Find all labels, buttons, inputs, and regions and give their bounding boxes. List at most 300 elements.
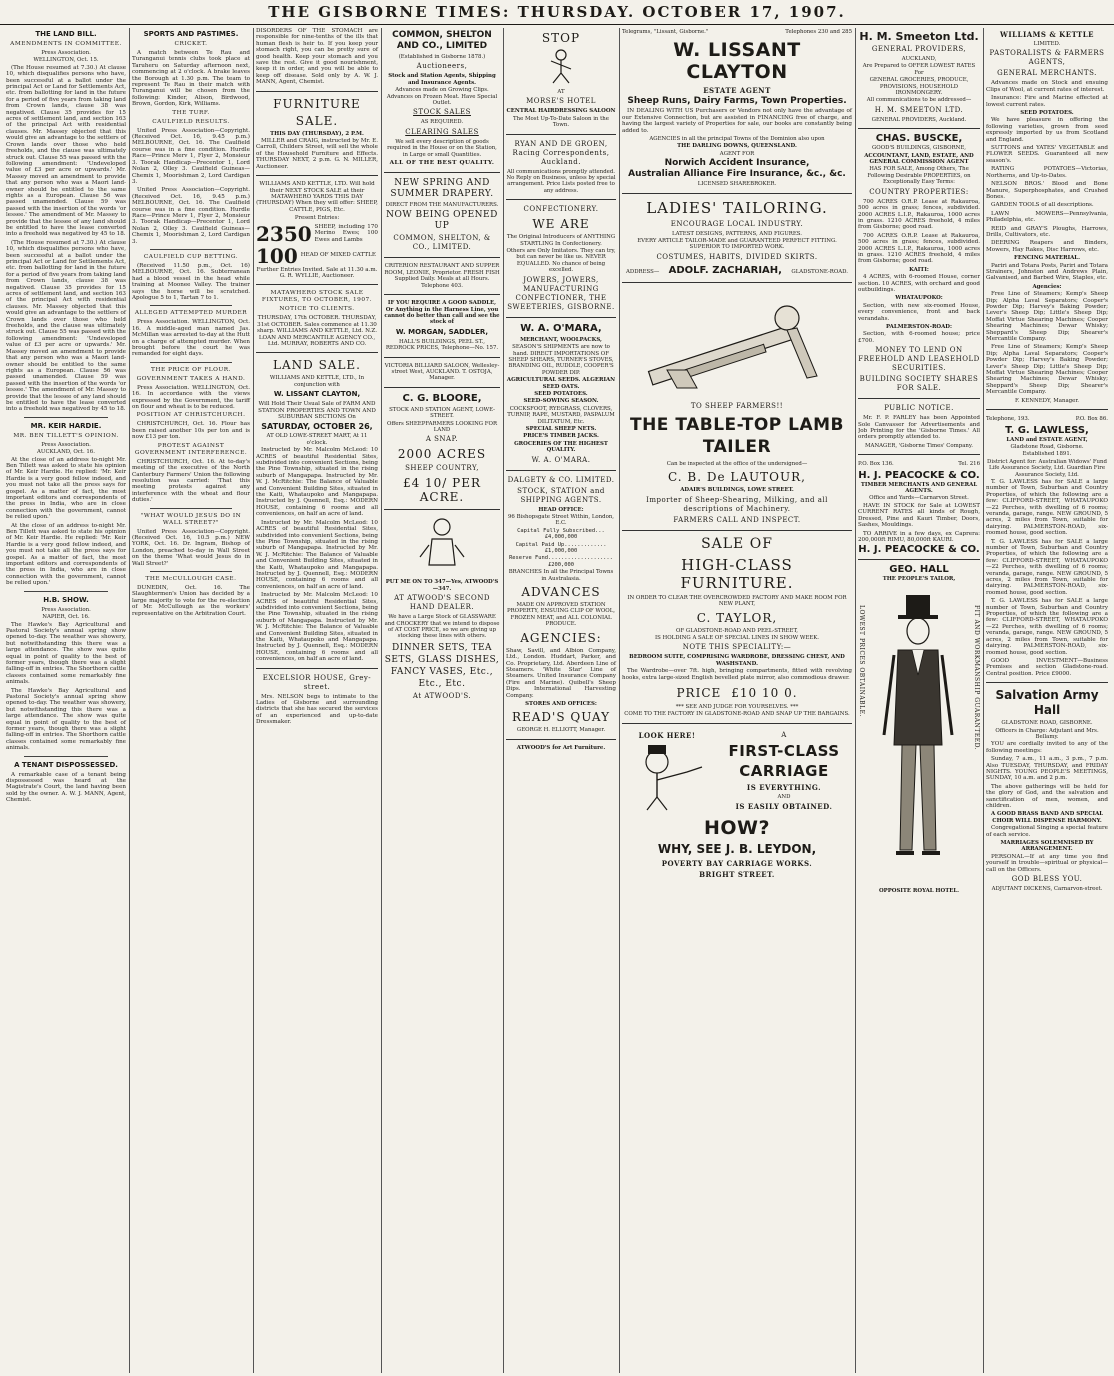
advert-heading: PALMERSTON-ROAD:: [886, 324, 952, 330]
advert-text: LAWN MOWERS—Pennsylvania, Philadelphia, etc.: [986, 210, 1108, 224]
advert-text: SEASON'S SHIPMENTS are now to hand. DIRECT IMPORTATIONS OF SHEEP SHEARS, TURNER'S STOVES, BRANDING OIL, RUDDLE, COOPER'S POWDER DIP.: [508, 344, 614, 376]
advert-heading: COMMON, SHELTON, & CO., LIMITED.: [393, 234, 491, 252]
advert-text: TO ARRIVE in a few days, ex Caprera: 200,000ft RIMU, 80,000ft KAURI.: [858, 530, 980, 543]
advert-heading: T. G. LAWLESS,: [1005, 424, 1089, 436]
advert-heading: HOW?: [703, 817, 771, 840]
entry-row: [256, 223, 378, 245]
advert-text: ADAIR'S BUILDINGS, LOWE STREET.: [680, 487, 794, 494]
entry-count: 2350: [256, 221, 312, 246]
advert-text: P.O. Box 86.: [1075, 416, 1108, 423]
divider: [858, 454, 980, 455]
advert-text: YOU are cordially invited to any of the following meetings:: [986, 741, 1108, 754]
advert-text: A GOOD BRASS BAND AND SPECIAL CHOIR WILL DISPENSE HARMONY.: [990, 811, 1104, 824]
advert-text: Instructed by Mr. Malcolm McLeod: 10 ACRES of beautiful Residential Sites, subdivided into convenient Sections, being the Pine Township, situated in the rising suburb of Mangapapa. Instructed by Mr. W. J. McRitchie: The Balance of Valuable and Convenient Building Sites, situated in the Kaiti, Whataupoko and Mangapapa. Instructed by J. Quennell, Esq.: MODERN HOUSE, containing 6 rooms and all conveniences, on half an acre of land.: [256, 519, 378, 590]
column-2: [132, 28, 254, 1373]
advert-text: AGENCIES in all the principal Towns of the Dominion also upon: [649, 136, 825, 143]
advert-text: GLADSTONE ROAD, GISBORNE.: [1001, 720, 1093, 727]
advert-text: MILLER and CRAIG, instructed by Mr. E. Carroll, Childers Street, will sell the whole of the Household Furniture and Effects. THURSDAY NEXT, 2 p.m. G. N. MILLER, Auctioneer.: [256, 138, 378, 170]
article-heading: MR. KEIR HARDIE.: [30, 421, 102, 430]
article-subheading: POSITION AT CHRISTCHURCH.: [136, 412, 246, 419]
advert-text: WILLIAMS AND KETTLE, LTD. Will hold their NEXT STOCK SALE at their MATAWHERO YARDS THIS DAY (THURSDAY) When they will offer: SHEEP, CATTLE, PIGS, Etc.: [256, 181, 378, 213]
advert-heading: GENERAL MERCHANTS.: [997, 69, 1097, 78]
advert-text: LICENSED SHAREBROKER.: [697, 181, 777, 188]
advert-text: The Original Introducers of ANYTHING STARTLING In Confectionery.: [506, 234, 616, 247]
article-subheading: PROTEST AGAINST GOVERNMENT INTERFERENCE.: [134, 442, 248, 456]
column-6: [622, 28, 856, 1373]
advert-text: Stock and Station Agents, Shipping and Insurance Agents.: [388, 73, 496, 86]
advert-text: Present Entries:: [294, 215, 340, 222]
advert-text: IN DEALING WITH US Purchasers or Vendors not only have the advantage of our Extensive Connection, but are assisted in FINANCING free of charge, and having the largest variety of Properties for sale, our books are constantly being added to.: [622, 108, 852, 134]
article-subheading: MR. BEN TILLETT'S OPINION.: [13, 432, 119, 439]
advert-text: LAND and ESTATE AGENT,: [1006, 436, 1088, 443]
advert-heading: CARRIAGE: [739, 761, 829, 780]
advert-text: MADE ON APPROVED STATION PROPERTY, ENSUING CLIP OF WOOL, FROZEN MEAT, and ALL COLONIAL PRODUCE.: [507, 602, 615, 628]
advert-text: We have pleasure in offering the following varieties, grown from seed expressly imported by us from Scotland and England.: [986, 117, 1108, 143]
entry-text: SHEEP, including 170 Merino Ewes; 100 Ewes and Lambs: [314, 223, 378, 243]
article-heading: SPORTS AND PASTIMES.: [143, 30, 239, 38]
advert-heading: W. MORGAN, SADDLER,: [395, 327, 489, 336]
advert-text: All communications promptly attended. No Reply on Business, unless by special arrangement. Price Lists posted free to any address.: [506, 168, 616, 194]
advert-heading: WE ARE: [532, 217, 590, 232]
credit: Press Association.: [41, 441, 91, 448]
advert-text: (Established in Gisborne 1878.): [398, 54, 486, 60]
article-subheading: CRICKET.: [174, 41, 208, 47]
advert-text: AGENT FOR: [719, 150, 755, 157]
advert-text: *** SEE AND JUDGE FOR YOURSELVES. ***: [675, 703, 799, 710]
advert-text: LATEST DESIGNS, PATTERNS, AND FIGURES.: [672, 230, 802, 237]
column-3: [256, 28, 382, 1373]
advert-text: T. G. LAWLESS has for SALE a large number of Town, Suburban and Country Properties, of which the following are a few: CLIFFORD-STREET, WHATAUPOKO—22 Perches, with dwelling of 6 rooms; veranda, garage, range. NEW GROUND, 5 acres, 2 miles from Town, suitable for dairying. PALMERSTON-ROAD, six-roomed house, good section.: [986, 478, 1108, 537]
divider: [384, 172, 500, 173]
advert-heading: MONEY TO LEND ON FREEHOLD AND LEASEHOLD SECURITIES.: [858, 346, 980, 373]
advert-text: AUCKLAND,: [901, 56, 937, 62]
advert-text: AGRICULTURAL SEEDS. ALGERIAN SEED OATS.: [506, 377, 616, 390]
article-body: At the close of an address to-night Mr. Ben Tillett was asked to state his opinion of Mr. Keir Hardie. He replied: 'Mr. Keir Hardie is a very good fellow indeed, and you must not take all the press says for gospel. As a matter of fact, the most important editors and correspondents of the press in India, who are in close connection with the government, cannot be relied upon.': [6, 522, 126, 587]
advert-text: Mrs. NELSON begs to intimate to the Ladies of Gisborne and surrounding districts that she has secured the services of an experienced and up-to-date Dressmaker.: [256, 693, 378, 726]
advert-text: AT OLD LOWE-STREET MART, At 11 o'clock.: [266, 433, 368, 446]
advert-text: T. G. LAWLESS has for SALE a large number of Town, Suburban and Country Properties, of which the following are a few: CLIFFORD-STREET, WHATAUPOKO—22 Perches, with dwelling of 6 rooms; veranda, garage, range. NEW GROUND, 5 acres, 2 miles from Town, suitable for dairying. PALMERSTON-ROAD, six-roomed house, good section.: [986, 598, 1108, 656]
advert-heading: EXCELSIOR HOUSE, Grey-street.: [262, 673, 372, 691]
article-heading: A TENANT DISPOSSESSED.: [14, 760, 118, 769]
advert-text: PRICE'S TIMBER JACKS.: [523, 433, 599, 440]
advert-heading: HIGH-CLASS FURNITURE.: [680, 555, 794, 592]
divider: [24, 591, 108, 592]
advert-heading: Sheep Runs, Dairy Farms, Town Properties.: [627, 96, 847, 107]
advert-heading: KAITI:: [909, 266, 929, 273]
divider: [150, 508, 232, 509]
running-man-icon: [541, 49, 581, 85]
advert-text: SEED-SOWING SEASON.: [523, 398, 599, 405]
advert-heading: TO SHEEP FARMERS!!: [690, 401, 784, 410]
advert-text: REID and GRAY'S Ploughs, Harrows, Drills, Cultivators, etc.: [986, 225, 1108, 238]
divider: [506, 199, 616, 200]
advert-heading: PASTORALISTS & FARMERS AGENTS,: [989, 49, 1105, 67]
article-body: United Press Association—Copyright. (Received Oct. 16, 9.45 p.m.) MELBOURNE, Oct. 16. The Caulfield course was in a fine condition. Hurdle Race—Prince Merv 1, Flyer 2, Monsieur 3. Toorak Handicap—Precentor 1, Lord Nolan 2, Olley 3. Caulfield Guineas—Chemix 1, Moorishman 2, Lord Cardigan 3.: [132, 127, 250, 185]
advert-heading: NOW BEING OPENED UP: [386, 210, 498, 232]
advert-text: EVERY ARTICLE TAILOR-MADE and GUARANTEED PERFECT FITTING. SUPERIOR TO IMPORTED WORK.: [637, 238, 837, 251]
advert-text: ADDRESS—: [626, 268, 660, 275]
divider: [384, 294, 500, 295]
advert-text: COCKSFOOT, RYEGRASS, CLOVERS, TURNIP, RAPE, MUSTARD, PASPALUM DILITATUM, Etc.: [507, 405, 615, 425]
masthead: THE GISBORNE TIMES: THURSDAY. OCTOBER 17, 1907.: [0, 0, 1114, 25]
article-body: (The House resumed at 7.30.) At clause 10, which disqualifies persons who have, been successful at a ballot under the principal Act or Land for Settlements Act, etc. from ballotting for land in the future for a period of five years from taking land from Crown lands, clause 38 was negatived. Clause 35 provides for 15 acres of settlement land, and section 163 of the principal Act with residential clauses. Mr. Massey objected that this would give an advantage to the settlers of Crown lands over those who held freeholds, and the clause was ultimately struck out. Clause 55 was passed with the following amendment: 'Undeveloped value of £3 per acre or upwards.' Mr. Massey moved an amendment to provide that any person who was a Maori land-owner should be entitled to the same rights as a European. Clause 56 was passed unamended. Clause 59 was passed with the insertion of the words 'or lessee.' The amendment of Mr. Massey to provide that the lessee of any land should be entitled to have the lease converted into a freehold was negatived by 45 to 18.: [6, 64, 126, 238]
advert-text: Instructed by Mr. Malcolm McLeod: 10 ACRES of beautiful Residential Sites, subdivided into convenient Sections, being the Pine Township, situated in the rising suburb of Mangapapa. Instructed by Mr. W. J. McRitchie: The Balance of Valuable and Convenient Building Sites, situated in the Kaiti, Whataupoko and Mangapapa. Instructed by J. Quennell, Esq.: MODERN HOUSE, containing 6 rooms and all conveniences, on half an acre of land.: [256, 447, 378, 518]
article-heading: THE LAND BILL.: [35, 30, 97, 38]
divider: [986, 409, 1108, 410]
advert-heading: MATAWHERO STOCK SALE FIXTURES, TO OCTOBER, 1907.: [261, 290, 373, 304]
divider: [150, 571, 232, 572]
article-body: (The House resumed at 7.30.) At clause 10, which disqualifies persons who have, been successful at a ballot under the principal Act or Land for Settlements Act, etc. from ballotting for land in the future for a period of five years from taking land from Crown lands, clause 38 was negatived. Clause 35 provides for 15 acres of settlement land, and section 163 of the principal Act with residential clauses. Mr. Massey objected that this would give an advantage to the settlers of Crown lands over those who held freeholds, and the clause was ultimately struck out. Clause 55 was passed with the following amendment: 'Undeveloped value of £3 per acre or upwards.' Mr. Massey moved an amendment to provide that any person who was a Maori land-owner should be entitled to the same rights as a European. Clause 56 was passed unamended. Clause 59 was passed with the insertion of the words 'or lessee.' The amendment of Mr. Massey to provide that the lessee of any land should be entitled to have the lease converted into a freehold was negatived by 45 to 18.: [6, 239, 126, 413]
advert-heading: CLEARING SALES: [405, 127, 479, 136]
divider: [256, 284, 378, 285]
advert-text: 700 ACRES O.R.P. Lease at Rakauroa, 500 acres in grass; fences, subdivided. 2000 ACRES L.I.P., Rakauroa, 1000 acres in grass. 1210 ACRES freehold, 4 miles from Gisborne; good road.: [858, 198, 980, 231]
advert-text: We sell every description of goods required in the House or on the Station, in Large or small Quantities.: [387, 138, 497, 158]
advert-heading: SEED POTATOES.: [1020, 110, 1074, 117]
credit: Press Association.: [41, 606, 91, 613]
advert-heading: SALE.: [295, 113, 339, 128]
advert-text: Capital Paid Up.............£1,000,000: [515, 541, 607, 555]
advert-text: Advances made on Stock and ensuing Clips of Wool, at current rates of interest.: [986, 80, 1108, 93]
advert-heading: Salvation Army Hall: [995, 688, 1099, 718]
advert-text: MERCHANT, WOOLPACKS,: [520, 336, 602, 343]
carriage-text: [716, 729, 852, 813]
advert-text: GENERAL GROCERIES, PRODUCE, PROVISIONS, HOUSEHOLD IRONMONGERY.: [869, 77, 969, 97]
advert-heading: STOCK, STATION and SHIPPING AGENTS.: [517, 486, 605, 504]
divider: [622, 530, 852, 531]
divider: [858, 128, 980, 129]
advert-text: THURSDAY, 17th OCTOBER. THURSDAY, 31st OCTOBER. Sales commence at 11.30 sharp. WILLIAMS AND KETTLE, Ltd. N.Z. LOAN AND MERCANTILE AGENCY CO., Ltd. MURRAY, ROBERTS AND CO.: [257, 315, 377, 347]
article-subheading: CAULFIELD CUP BETTING.: [143, 253, 239, 260]
column-7: [858, 28, 984, 1373]
advert-heading: LOOK HERE!: [638, 730, 696, 740]
divider: [622, 282, 852, 283]
column-4: [384, 28, 504, 1373]
advert-text: STOCK AND STATION AGENT, LOWE-STREET.: [389, 406, 495, 420]
advert-text: Offers SHEEPFARMERS LOOKING FOR LAND: [386, 420, 498, 433]
advert-text: WILLIAMS AND KETTLE, LTD., In conjunction with: [269, 375, 365, 388]
dateline: AUCKLAND, Oct. 16.: [37, 449, 95, 456]
advert-heading: H. M. Smeeton Ltd.: [859, 30, 979, 43]
advert-text: 700 ACRES O.R.P. Lease at Rakauroa, 500 acres in grass; fences, subdivided. 2000 ACRES L.I.P., Rakauroa, 1000 acres in grass. 1210 ACRES freehold, 4 miles from Gisborne; good road.: [858, 232, 980, 265]
advert-text: CRITERION RESTAURANT AND SUPPER ROOM, LEONIE, Proprietor. FRESH FISH Supplied Daily. Meals at all Hours. Telephone 403.: [384, 263, 500, 289]
advert-heading: SHEEP COUNTRY,: [405, 464, 479, 473]
advert-heading: WHY, SEE J. B. LEYDON,: [657, 842, 817, 857]
article-body: (Received 11.50 p.m., Oct. 16) MELBOURNE, Oct. 16. Subterranean had a blood vessel in the head while training at Moonee Valley. The trainer says the horse will be scratched. Apologue 5 to 1, Tartan 7 to 1.: [132, 262, 250, 301]
advert-text: DISORDERS OF THE STOMACH are responsible for nine-tenths of the ills that human flesh is heir to. If you keep your stomach right, you can be pretty sure of good health. Keep your stomach and you save the rest. Give it good nourishment, keep it in order, and you will be able to keep off disease. Sold only by A. W. J. MANN, Agent, Chemist.: [256, 28, 378, 86]
advert-heading: COUNTRY PROPERTIES:: [869, 187, 969, 196]
advert-heading: LADIES' TAILORING.: [646, 198, 828, 217]
advert-text: ATWOOD'S for Art Furniture.: [516, 744, 606, 751]
advert-text: SUTTONS and YATES' VEGETABLE and FLOWER SEEDS. Guaranteed all new season's.: [986, 145, 1108, 164]
divider: [24, 417, 108, 418]
carriage-figure: [622, 729, 712, 814]
price-label: PRICE: [676, 685, 722, 700]
divider: [256, 175, 378, 176]
advert-text: Instructed by Mr. Malcolm McLeod: 10 ACRES of beautiful Residential Sites, subdivided into convenient Sections, being the Pine Township, situated in the rising suburb of Mangapapa. Instructed by Mr. W. J. McRitchie: The Balance of Valuable and Convenient Building Sites, situated in the Kaiti, Whataupoko and Mangapapa. Instructed by J. Quennell, Esq.: MODERN HOUSE, containing 6 rooms and all conveniences, on half an acre of land.: [256, 592, 378, 663]
divider: [858, 559, 980, 560]
article-body: A match between Te Rau and Turanganui tennis clubs took place at Taruheru on Saturday afternoon next, commencing at 2 o'clock. A brake leaves the Borough at 1.30 p.m. The team to represent Te Rau in their match with Turanganui will be chosen from the following: Kinder, Alison, Birdwood, Brown, Gordon, Kirk, Williams.: [132, 50, 250, 108]
advert-text: OF GLADSTONE-ROAD AND PEEL-STREET,: [676, 627, 798, 634]
advert-heading: ENCOURAGE LOCAL INDUSTRY.: [670, 219, 804, 228]
article-subheading: THE TURF.: [172, 109, 210, 116]
advert-text: HALL'S BUILDINGS, PEEL ST., REDROCK PRICES, Telephone—No. 157.: [385, 338, 499, 352]
article-subheading: CAULFIELD RESULTS.: [152, 118, 230, 125]
advert-text: AT: [557, 89, 565, 95]
address-row: [622, 264, 852, 277]
advert-text: THE PEOPLE'S TAILOR,: [882, 576, 956, 583]
advert-heading: FARMERS CALL AND INSPECT.: [673, 515, 801, 524]
divider: [150, 362, 232, 363]
dateline: NAPIER, Oct. 16.: [42, 614, 90, 621]
credit: Press Association.: [41, 50, 91, 56]
tailor-advert: [858, 565, 980, 895]
advert-heading: WHATAUPOKO:: [895, 295, 943, 302]
advert-heading: COMMON, SHELTON AND CO., LIMITED: [392, 30, 492, 51]
pointing-man-icon: [627, 742, 707, 812]
article-body: A remarkable case of a tenant being dispossessed was heard at the Magistrate's Court, the land having been sold by the owner. A. W. J. MANN, Agent, Chemist.: [6, 771, 126, 804]
advert-text: T. G. LAWLESS has for SALE a large number of Town, Suburban and Country Properties, of which the following are a few: CLIFFORD-STREET, WHATAUPOKO—22 Perches, with dwelling of 6 rooms; veranda, garage, range. NEW GROUND, 5 acres, 2 miles from Town, suitable for dairying. PALMERSTON-ROAD, six-roomed house, good section.: [986, 538, 1108, 596]
advert-heading: FENCING MATERIAL.: [1014, 255, 1080, 262]
advert-text: RATING POTATOES—Victorias, Northerns, and Up-to-Dates.: [986, 166, 1108, 179]
column-5: [506, 28, 620, 1373]
advert-text: AS REQUIRED.: [420, 119, 464, 126]
price-value: £10 10 0.: [731, 685, 798, 700]
advert-heading: NOTE THIS SPECIALITY:—: [682, 643, 792, 652]
advert-text: DEERING Reapers and Binders, Mowers, Hay Rakes, Disc Harrows, etc.: [986, 240, 1108, 253]
advert-text: AND: [777, 793, 791, 800]
advert-text: GLADSTONE-ROAD.: [791, 268, 848, 275]
divider: [384, 509, 500, 510]
advert-heading: NOTICE TO CLIENTS.: [279, 306, 355, 313]
advert-price: £4 10/ PER ACRE.: [402, 476, 482, 505]
contact-row: [622, 28, 852, 36]
advert-text: Office and Yards—Carnarvon Street.: [869, 495, 969, 502]
advert-heading: SALE OF: [701, 535, 773, 552]
article-body: CHRISTCHURCH, Oct. 16. At to-day's meeting of the executive of the North Canterbury Farmers' Union the following resolution was carried: 'That this meeting protests against any interference with the wheat and flour duties.': [132, 458, 250, 504]
entry-text: HEAD OF MIXED CATTLE: [300, 252, 376, 259]
advert-heading: AGENCIES:: [520, 630, 602, 645]
advert-heading: A SNAP.: [425, 435, 459, 444]
advert-heading: C. B. De LAUTOUR,: [668, 470, 806, 485]
advert-text: Reserve Fund....................£200,000: [509, 555, 613, 568]
advert-text: GENERAL PROVIDERS, Auckland.: [871, 116, 967, 123]
advert-text: VICTORIA BILLIARD SALOON, Wellesley-street West, AUCKLAND. T. OSTOJA, Manager.: [384, 362, 500, 382]
advert-heading: COSTUMES, HABITS, DIVIDED SKIRTS.: [656, 252, 818, 261]
advert-heading: DINNER SETS, TEA SETS, GLASS DISHES, FANCY VASES, Etc., Etc., Etc.: [384, 642, 500, 689]
advert-heading: Agencies:: [1032, 283, 1062, 290]
advert-text: IF YOU REQUIRE A GOOD SADDLE, Or Anything in the Harness Line, you cannot do better than call and see the stock of: [384, 300, 500, 326]
advert-heading: W. A. O'MARA.: [531, 455, 591, 464]
advert-text: OPPOSITE ROYAL HOTEL.: [878, 887, 959, 894]
advert-heading: DALGETY & CO. LIMITED.: [507, 475, 615, 484]
advert-heading: ALL OF THE BEST QUALITY.: [389, 160, 495, 167]
advert-heading: THE TABLE-TOP LAMB TAILER: [629, 414, 845, 457]
advert-heading: MARRIAGES SOLEMNISED BY ARRANGEMENT.: [1000, 840, 1094, 853]
advert-heading: NEW SPRING AND SUMMER DRAPERY.: [390, 178, 494, 200]
article-body: CHRISTCHURCH, Oct. 16. Flour has been raised another 10s per ton and is now £13 per ton.: [132, 421, 250, 441]
advert-text: DIRECT FROM THE MANUFACTURERS.: [385, 202, 499, 209]
advert-text: PERSONAL—If at any time you find yourself in trouble—spiritual or physical—call on the Officers.: [986, 853, 1108, 873]
divider: [622, 723, 852, 724]
article-body: United Press Association—Copyright. (Received Oct. 16, 10.5 p.m.) NEW YORK, Oct. 16. Dr. Ingram, Bishop of London, preached to-day in Wall Street on the theme 'What would Jesus do in Wall Street?': [132, 528, 250, 567]
advert-text: P.O. Box 136.: [858, 461, 894, 468]
divider: [506, 134, 616, 135]
advert-text: District Agent for: Australian Widows' Fund Life Assurance Society, Ltd. Guardian Fire Assurance Society, Ltd.: [987, 458, 1107, 478]
advert-text: 96 Bishopsgate Street Within, London, E.C.: [508, 514, 614, 527]
advert-text: Tel. 216: [958, 461, 980, 468]
advert-text: MANAGER, 'Gisborne Times' Company.: [865, 442, 973, 449]
advert-text: Free Line of Steamers; Kemp's Sheep Dip; Alpha Laval Separators; Cooper's Powder Dip; Harvey's Baking Powder; Lever's Sheep Dip; Little's Sheep Dip; Moffat Virtue Shearing Machines; Cooper Shearing Machines; Dewar Whisky; Sheppard's Sheep Dip; Shearer's Mercantile Company.: [986, 291, 1108, 343]
advert-text: Congregational Singing a special feature of each service.: [986, 825, 1108, 838]
entry-row: [256, 245, 378, 267]
lamb-tailer-illustration-icon: [637, 288, 837, 398]
advert-text: Advances made on Growing Clips. Advances on Frozen Meat. Have Special Outlet.: [386, 87, 498, 107]
advert-heading: MORSE'S HOTEL: [526, 97, 596, 106]
advert-text: GOOD INVESTMENT—Business Premises and section Gladstone-road. Central position. Price £9000.: [986, 657, 1108, 677]
advert-heading: POVERTY BAY CARRIAGE WORKS.: [661, 859, 813, 869]
column-8: [986, 28, 1108, 1373]
advert-text: TIMBER MERCHANTS AND GENERAL AGENTS.: [860, 481, 978, 495]
advert-heading: 2000 ACRES: [397, 447, 487, 462]
article-subheading: THE PRICE OF FLOUR.: [151, 366, 231, 373]
advert-text: Shaw, Savill, and Albion Company, Ltd., London. Huddart, Parker, and Co. Proprietary, Ltd. Aberdeen Line of Steamers. 'White Star' Line of Steamers. United Insurance Company (Fire and Marine). Quibell's Sheep Dips. International Harvesting Company.: [506, 647, 616, 699]
advert-text: Will Hold Their Usual Sale of FARM AND STATION PROPERTIES AND TOWN AND SUBURBAN SECTIONS On: [258, 401, 376, 420]
article-body: Press Association. WELLINGTON, Oct. 16. In accordance with the views expressed by the Government, the tariff on flour and wheat is to be reduced.: [132, 384, 250, 411]
figure-illustration-icon: [417, 515, 467, 575]
advert-heading: Australian Alliance Fire Insurance, &c., &c.: [628, 169, 846, 180]
advert-text: SEED POTATOES.: [534, 390, 588, 397]
advert-heading: C. TAYLOR,: [696, 610, 778, 625]
advert-heading: SATURDAY, OCTOBER 26,: [261, 422, 373, 432]
divider: [858, 398, 980, 399]
advert-heading: BUILDING SOCIETY SHARES FOR SALE.: [859, 375, 979, 393]
advert-heading: GEO. HALL: [889, 564, 949, 576]
article-subheading: ALLEGED ATTEMPTED MURDER: [134, 310, 248, 317]
divider: [24, 756, 108, 757]
advert-heading: CONFECTIONERY.: [523, 205, 599, 214]
contact-row: [986, 415, 1108, 423]
article-body: United Press Association—Copyright. (Received Oct. 16, 9.45 p.m.) MELBOURNE, Oct. 16. The Caulfield course was in a fine condition. Hurdle Race—Prince Merv 1, Flyer 2, Monsieur 3. Toorak Handicap—Precentor 1, Lord Nolan 2, Olley 3. Caulfield Guineas—Chemix 1, Moorishman 2, Lord Cardigan 3.: [132, 187, 250, 245]
advert-heading: STOCK SALES: [413, 108, 471, 117]
advert-heading: PUBLIC NOTICE.: [884, 404, 954, 413]
advert-text: F. KENNEDY, Manager.: [1014, 397, 1080, 404]
divider: [506, 317, 616, 318]
advert-text: SPECIAL SHEEP NETS.: [525, 425, 597, 432]
advert-text: Others are Only Imitators. They can try, but can never be like us. NEVER EQUALLED. No chance of being excelled.: [506, 248, 616, 274]
advert-heading: C. G. BLOORE,: [402, 392, 482, 404]
advert-text: A: [781, 730, 787, 739]
advert-heading: FIRST-CLASS: [728, 741, 840, 760]
advert-text: Section, with new six-roomed House, every convenience, front and back verandahs.: [858, 302, 980, 322]
advert-text: Officers in Charge: Adjutant and Mrs. Bellamy.: [995, 727, 1099, 740]
divider: [506, 739, 616, 740]
advert-text: BEDROOM SUITE, COMPRISING WARDROBE, DRESSING CHEST, AND WASHSTAND.: [629, 654, 845, 667]
advert-heading: LAND SALE.: [273, 358, 361, 373]
advert-text: FIT AND WORKMANSHIP GUARANTEED.: [973, 605, 980, 751]
gentleman-figure-icon: [880, 595, 956, 865]
price-row: [622, 683, 852, 703]
advert-heading: ADOLF. ZACHARIAH,: [668, 264, 782, 276]
advert-text: The above gatherings will be held for the glory of God, and the salvation and sanctification of men, women, and children.: [986, 783, 1108, 809]
advert-date: THIS DAY (THURSDAY), 2 P.M.: [270, 130, 364, 137]
divider: [986, 682, 1108, 683]
advert-text: PUT ME ON TO 347—Yes, ATWOOD'S—347.: [385, 579, 499, 592]
advert-heading: WILLIAMS & KETTLE: [999, 30, 1095, 39]
advert-heading: READ'S QUAY: [511, 710, 611, 725]
advert-text: STORES AND OFFICES:: [525, 700, 597, 707]
article-body: At the close of an address to-night Mr. Ben Tillett was asked to state his opinion of Mr. Keir Hardie. He replied: 'Mr. Keir Hardie is a very good fellow indeed, and you must not take all the press says for gospel. As a matter of fact, the most important editors and correspondents of the press in India, who are in close connection with the government, cannot be relied upon.': [6, 456, 126, 521]
advert-heading: IS EVERYTHING.: [746, 782, 822, 792]
advert-text: The Most Up-To-Date Saloon in the Town.: [513, 115, 609, 129]
advert-heading: IS EASILY OBTAINED.: [735, 802, 833, 812]
advert-text: GEORGE H. ELLIOTT, Manager.: [516, 727, 606, 734]
divider: [384, 257, 500, 258]
column-1: [6, 28, 130, 1373]
advert-heading: ESTATE AGENT: [703, 86, 771, 96]
divider: [150, 249, 232, 250]
advert-heading: H. M. SMEETON LTD.: [874, 105, 964, 114]
advert-text: Can be inspected at the office of the undersigned—: [666, 460, 808, 467]
advert-text: HAS FOR SALE, Among Others, The Following Desirable PROPERTIES, on Exceptionally Easy Terms:: [867, 166, 971, 186]
advert-text: Section, with 6-roomed house; price £700.: [858, 331, 980, 344]
article-subheading: AMENDMENTS IN COMMITTEE.: [10, 41, 122, 47]
advert-text: Pariri and Totara Posts, Pariri and Totara Strainers, Johnston and Andrews Plain, Galvanised, and Barbed Wire, Staples, etc.: [986, 262, 1108, 282]
advert-heading: H. J. PEACOCKE & CO.: [858, 544, 980, 556]
advert-text: HEAD OFFICE:: [538, 506, 584, 513]
article-body: The Hawke's Bay Agricultural and Pastoral Society's annual spring show opened to-day. The weather was showery, but notwithstanding this there was a large attendance. The show was quite equal in point of quality to the best of former years, though there was a slight falling-off in entries. The Shorthorn cattle classes contained some remarkably fine animals.: [6, 621, 126, 686]
advert-text: Telephone, 193.: [986, 416, 1030, 423]
divider: [256, 352, 378, 353]
advert-heading: GENERAL PROVIDERS,: [871, 45, 967, 53]
advert-text: Capital Fully Subscribed...£4,000,000: [517, 527, 605, 541]
advert-heading: JOWERS, JOWERS, MANUFACTURING CONFECTIONER, THE SWEETERIES, GISBORNE.: [507, 275, 615, 311]
entry-count: 100: [256, 243, 298, 268]
advert-text: GARDEN TOOLS of all descriptions.: [991, 202, 1094, 209]
advert-heading: AT ATWOOD'S SECOND HAND DEALER.: [394, 594, 490, 612]
advert-heading: STOP: [541, 31, 581, 45]
carriage-advert: [622, 729, 852, 814]
advert-text: Auctioneers,: [416, 62, 468, 71]
article-body: The Hawke's Bay Agricultural and Pastoral Society's annual spring show opened to-day. The weather was showery, but notwithstanding this there was a large attendance. The show was quite equal in point of quality to the best of former years, though there was a slight falling-off in entries. The Shorthorn cattle classes contained some remarkably fine animals.: [6, 687, 126, 752]
advert-text: Sunday, 7 a.m., 11 a.m., 3 p.m., 7 p.m. Also TUESDAY, THURSDAY, and FRIDAY NIGHTS. YOUNG PEOPLE'S MEETINGS, SUNDAY, 10 a.m. and 2 p.m.: [986, 756, 1108, 782]
advert-text: ADJUTANT DICKENS, Carnarvon-street.: [991, 886, 1103, 893]
advert-text: Mr. F. P. FARLEY has been Appointed Sole Canvasser for Advertisements and Job Printing for the 'Gisborne Times.' All orders promptly attended to.: [858, 415, 980, 441]
advert-heading: ADVANCES: [521, 585, 601, 600]
advert-text: Importer of Sheep-Shearing, Milking, and all descriptions of Machinery.: [646, 495, 828, 513]
divider: [256, 91, 378, 92]
advert-heading: FURNITURE: [273, 96, 361, 111]
advert-text: GROCERIES OF THE HIGHEST QUALITY.: [514, 440, 608, 454]
advert-heading: W. A. O'MARA,: [520, 322, 602, 334]
advert-text: IN ORDER TO CLEAR THE OVERCROWDED FACTORY AND MAKE ROOM FOR NEW PLANT,: [627, 594, 847, 608]
advert-heading: Norwich Accident Insurance,: [664, 158, 810, 169]
advert-text: All communications to be addressed—: [866, 97, 972, 104]
advert-text: Established 1891.: [1022, 451, 1072, 458]
divider: [384, 357, 500, 358]
divider: [256, 668, 378, 669]
article-subheading: "WHAT WOULD JESUS DO IN WALL STREET?": [140, 512, 242, 526]
advert-heading: BRIGHT STREET.: [699, 870, 775, 880]
advert-text: IS HOLDING A SALE OF SPECIAL LINES IN SHOW WEEK.: [655, 634, 819, 641]
advert-text: Are Prepared to OFFER LOWEST RATES For: [862, 63, 976, 76]
advert-heading: At ATWOOD'S.: [412, 691, 472, 700]
advert-text: LOWEST PRICES OBTAINABLE.: [858, 605, 865, 718]
advert-text: COME TO THE FACTORY IN GLADSTONE-ROAD AND SNAP UP THE BARGAINS.: [624, 711, 850, 718]
dateline: WELLINGTON, Oct. 15.: [33, 57, 99, 64]
divider: [622, 193, 852, 194]
article-subheading: THE McCULLOUGH CASE.: [145, 575, 237, 582]
advert-text: Insurance: Fire and Marine effected at lowest current rates.: [986, 95, 1108, 108]
